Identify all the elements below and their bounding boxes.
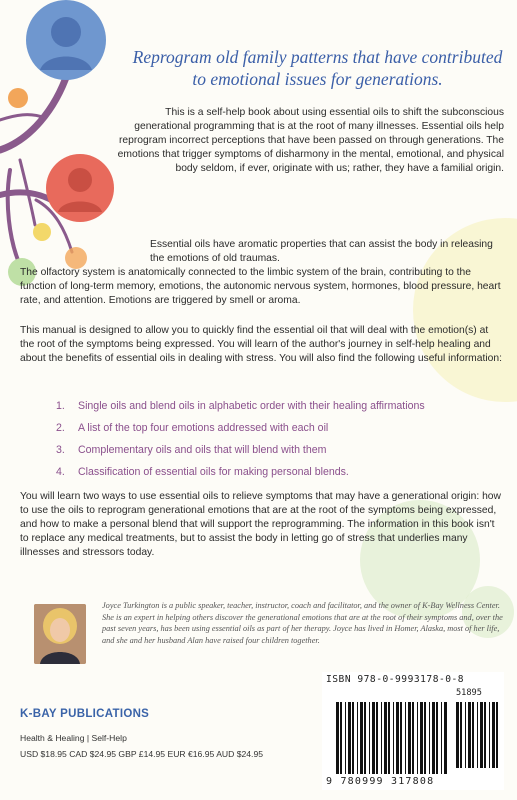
methods-paragraph: You will learn two ways to use essential oils to relieve symptoms that may have a generational origin: how to use the oils to reprogram generational emotions that are at the root of the symptoms being expressed, and how to make a personal blend that will support the reprogramming. The information in this book isn't to replace any medical treatments, but to assist the body in letting go of stress that underlies many illnesses and stressors today. xyxy=(20,491,501,558)
list-item-text: Complementary oils and oils that will blend with them xyxy=(78,444,327,456)
list-item xyxy=(56,395,496,417)
publisher-name: K-BAY PUBLICATIONS xyxy=(20,708,150,720)
barcode-digits: 9 780999 317808 xyxy=(326,776,435,787)
list-item xyxy=(56,439,496,461)
isbn-number: ISBN 978-0-9993178-0-8 xyxy=(326,674,465,685)
essential-oils-rest: The olfactory system is anatomically connected to the limbic system of the brain, contributing to the function of long-term memory, emotions, the autonomic nervous system, hormones, blood pressure, heart rate, and attention. Emotions are triggered by smell or aroma. xyxy=(20,267,501,306)
barcode-area xyxy=(322,672,504,790)
barcode-price-code: 51895 xyxy=(456,688,482,698)
author-bio: Joyce Turkington is a public speaker, teacher, instructor, coach and facilitator, and the owner of K-Bay Wellness Center. She is an expert in helping others discover the generational emotions that are at the root of their symptoms and, over the past seven years, has been using essential oils as part of her therapy. Joyce has lived in Homer, Alaska, most of her life, and she and her husband Alan have raised four children together. xyxy=(102,601,503,645)
book-category: Health & Healing | Self-Help xyxy=(20,733,127,743)
list-item-number: 3. xyxy=(56,444,65,456)
list-item-text: A list of the top four emotions addressed with each oil xyxy=(78,422,329,434)
author-photo xyxy=(34,604,86,664)
list-item-text: Classification of essential oils for making personal blends. xyxy=(78,466,349,478)
list-item xyxy=(56,461,496,483)
barcode-icon xyxy=(322,672,504,790)
avatar-man-icon xyxy=(46,154,114,222)
back-cover-headline: Reprogram old family patterns that have contributed to emotional issues for generations. xyxy=(132,47,503,89)
essential-oils-lead: Essential oils have aromatic properties that can assist the body in releasing the emotions of old traumas. xyxy=(150,239,493,264)
price-list: USD $18.95 CAD $24.95 GBP £14.95 EUR €16.95 AUD $24.95 xyxy=(20,749,264,759)
author-portrait-icon xyxy=(34,604,86,664)
manual-paragraph: This manual is designed to allow you to quickly find the essential oil that will deal with the emotion(s) at the root of the symptoms being expressed. You will learn of the author's journey in self-help healing and about the benefits of essential oils in dealing with stress. You will also find the following useful information: xyxy=(20,325,502,364)
list-item xyxy=(56,417,496,439)
list-item-number: 4. xyxy=(56,466,65,478)
essential-oils-paragraph xyxy=(20,238,504,308)
features-list xyxy=(56,395,496,483)
list-item-text: Single oils and blend oils in alphabetic order with their healing affirmations xyxy=(78,400,425,412)
intro-paragraph: This is a self-help book about using essential oils to shift the subconscious generational programming that is at the root of many illnesses. Essential oils help reprogram incorrect perceptions that have been passed on through generations. The emotions that trigger symptoms of disharmony in the mental, emotional, and physical body seldom, if ever, originate with us; rather, they have a familial origin. xyxy=(117,107,504,174)
avatar-woman-icon xyxy=(26,0,106,80)
list-item-number: 2. xyxy=(56,422,65,434)
list-item-number: 1. xyxy=(56,400,65,412)
decor-dot-orange xyxy=(8,88,28,108)
